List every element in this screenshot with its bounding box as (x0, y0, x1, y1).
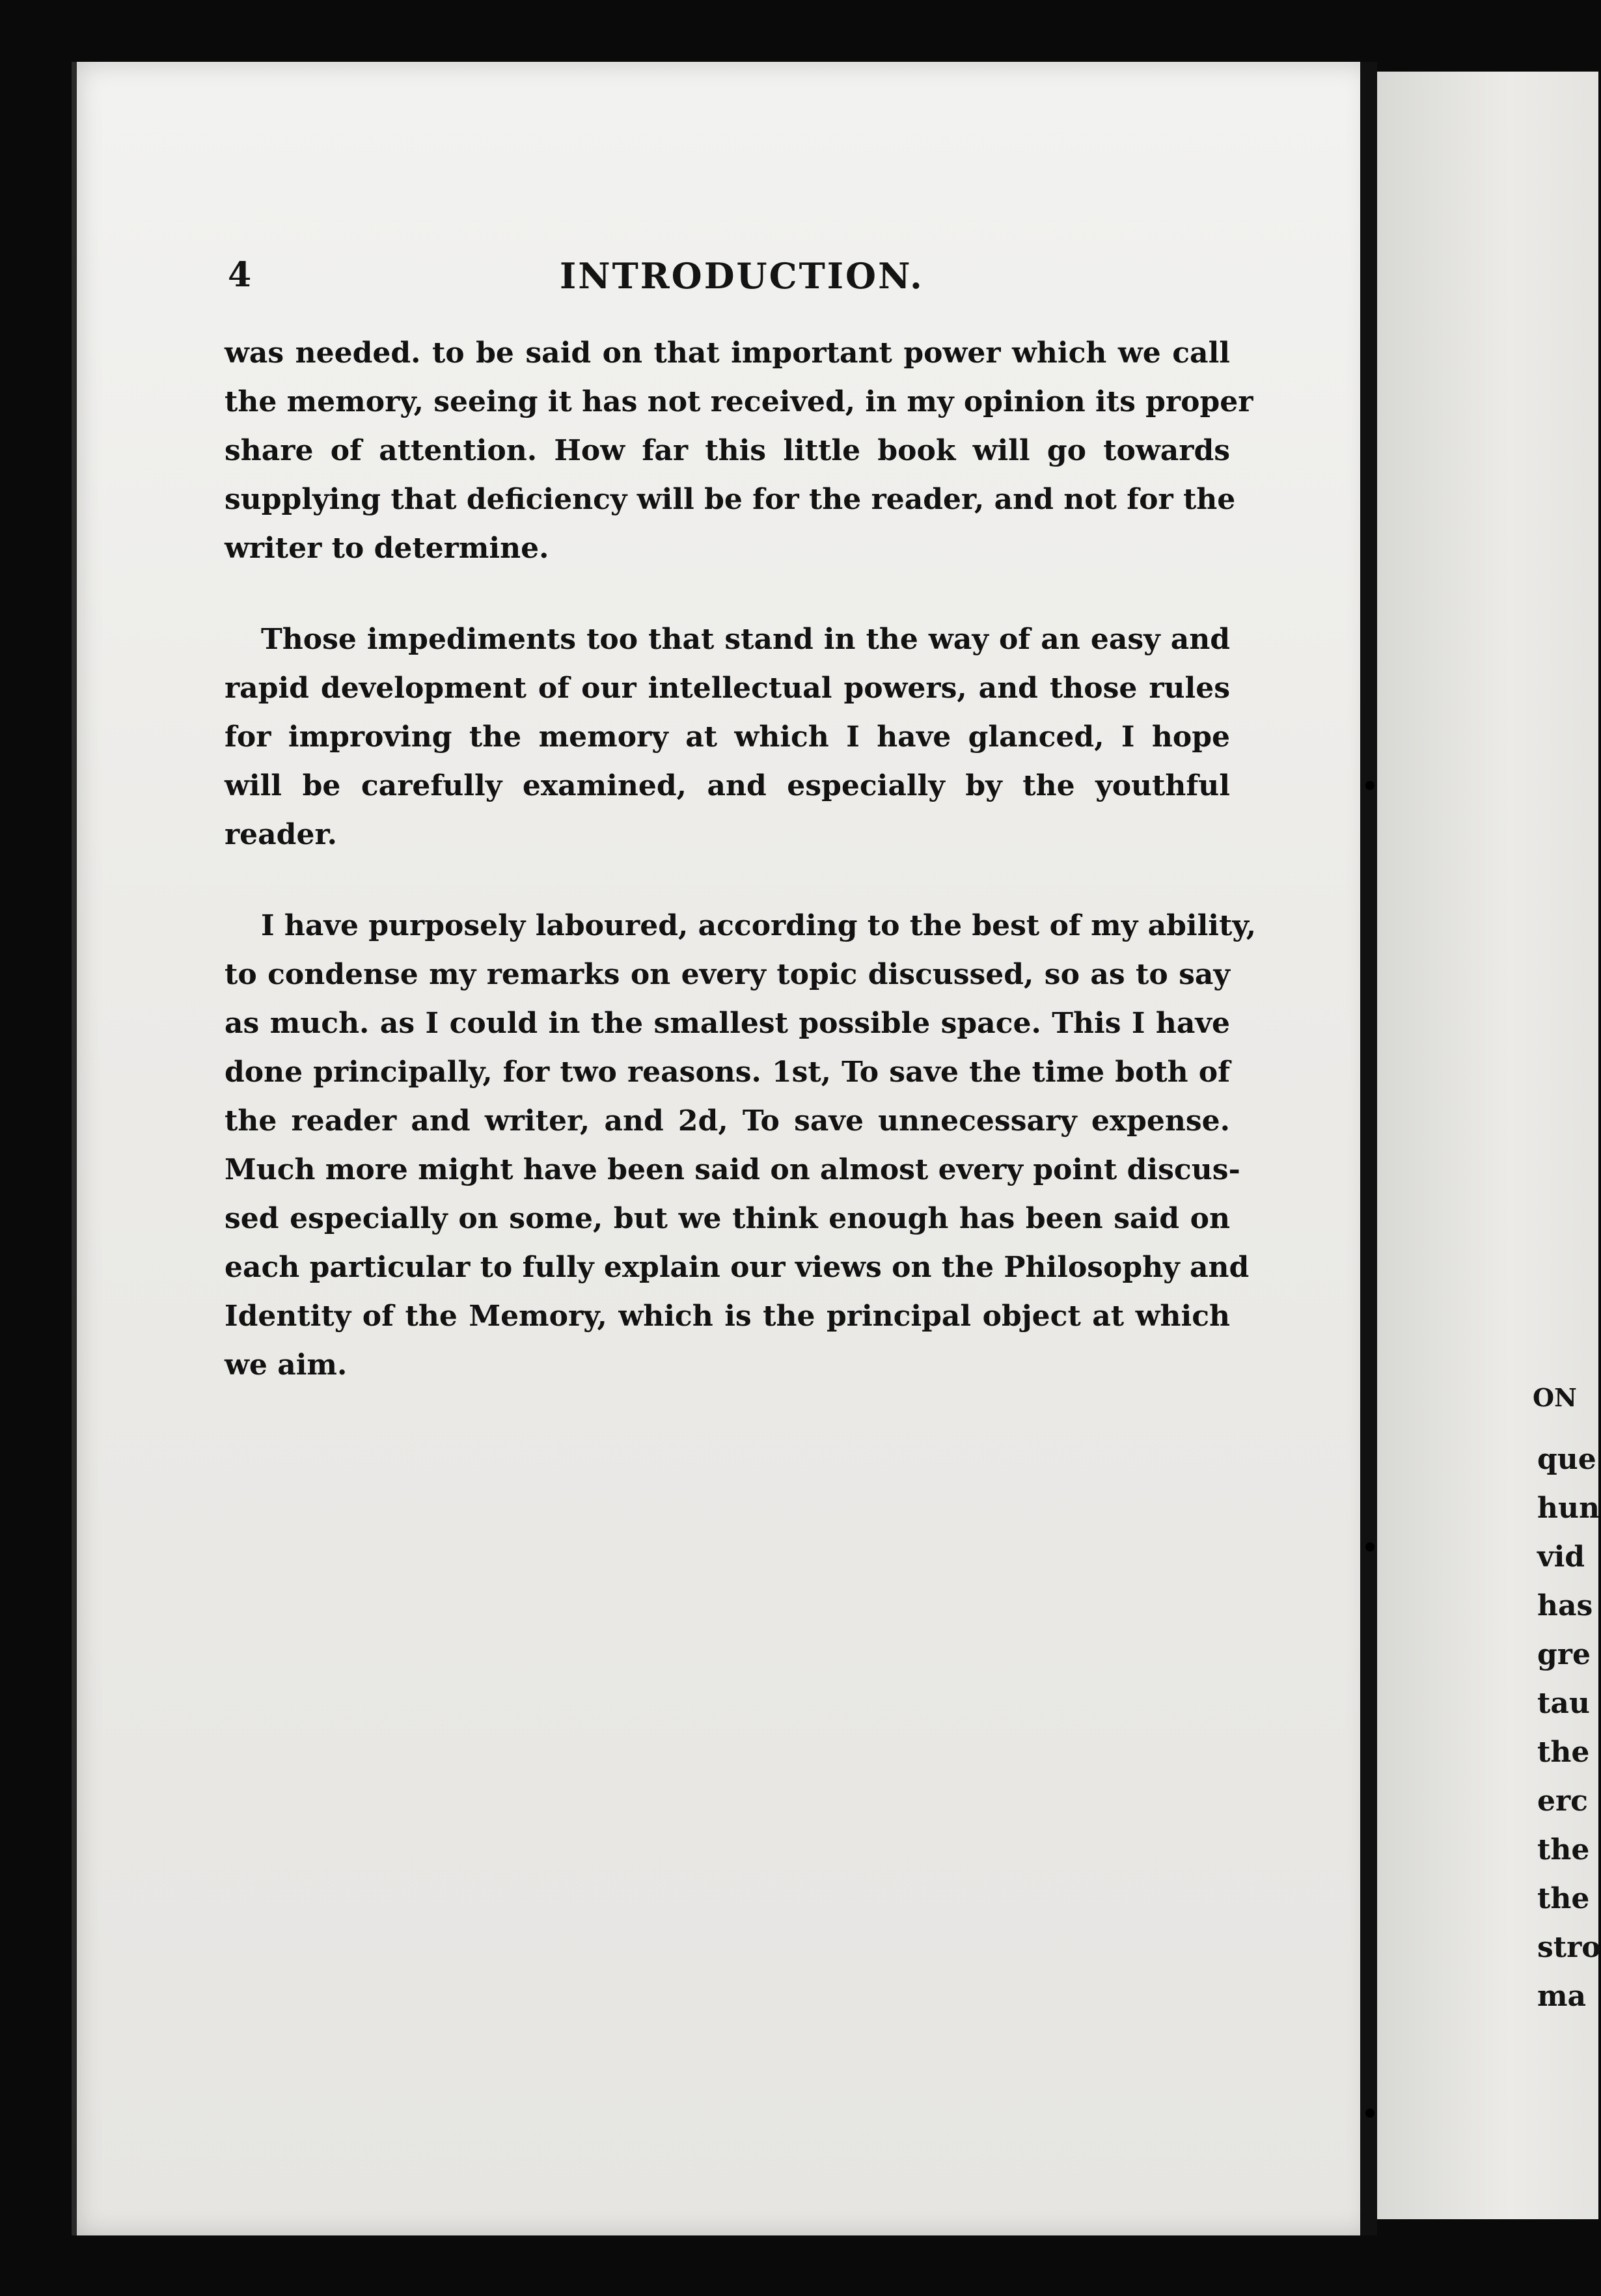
text-line: done principally, for two reasons. 1st, To save the time both of (225, 1056, 1230, 1089)
text-line: reader. (225, 818, 337, 851)
text-line: writer to determine. (225, 532, 549, 565)
paragraph-gap (225, 859, 1230, 901)
text-line: Identity of the Memory, which is the principal object at which (225, 1300, 1230, 1333)
text-line: I have purposely laboured, according to the best of my ability, (261, 909, 1257, 942)
spine-mark (1365, 2109, 1375, 2118)
page-number: 4 (228, 255, 252, 295)
facing-page-heading: ON (1533, 1383, 1577, 1412)
facing-line: ma (1537, 1980, 1587, 2013)
facing-line: stro (1537, 1931, 1601, 1964)
page-gutter (1360, 62, 1377, 2235)
running-head (228, 255, 1269, 301)
facing-page-text (1537, 1435, 1601, 2021)
facing-line: the (1537, 1882, 1590, 1915)
facing-line: the (1537, 1736, 1590, 1769)
text-line: rapid development of our intellectual powers, and those rules (225, 672, 1230, 705)
text-line: supplying that deficiency will be for the reader, and not for the (225, 483, 1236, 516)
facing-line: erc (1537, 1784, 1588, 1818)
facing-line: que (1537, 1443, 1596, 1476)
text-line: sed especially on some, but we think enough has been said on (225, 1202, 1230, 1235)
text-line: the reader and writer, and 2d, To save unnecessary expense. (225, 1104, 1230, 1138)
text-line: share of attention. How far this little book will go towards (225, 434, 1230, 467)
text-line: Much more might have been said on almost every point discus- (225, 1153, 1240, 1186)
body-text (225, 329, 1257, 1389)
text-line: was needed. to be said on that important power which we call (225, 336, 1230, 370)
facing-line: tau (1537, 1687, 1590, 1720)
text-line: will be carefully examined, and especially by the youthful (225, 769, 1230, 802)
facing-line: has (1537, 1589, 1593, 1622)
paragraph-gap (225, 573, 1230, 615)
text-line: each particular to fully explain our views on the Philosophy and (225, 1251, 1250, 1284)
spine-mark (1365, 781, 1375, 790)
facing-line: hun (1537, 1492, 1600, 1525)
section-title: INTRODUCTION. (560, 255, 924, 297)
text-line: we aim. (225, 1348, 348, 1382)
text-line: to condense my remarks on every topic discussed, so as to say (225, 958, 1230, 991)
facing-line: the (1537, 1833, 1590, 1866)
text-line: the memory, seeing it has not received, in my opinion its proper (225, 385, 1253, 418)
spine-mark (1365, 1542, 1375, 1551)
text-line: Those impediments too that stand in the way of an easy and (261, 623, 1230, 656)
text-line: for improving the memory at which I have glanced, I hope (225, 720, 1230, 754)
facing-line: gre (1537, 1638, 1591, 1671)
facing-line: vid (1537, 1540, 1585, 1574)
text-line: as much. as I could in the smallest possible space. This I have (225, 1007, 1230, 1040)
